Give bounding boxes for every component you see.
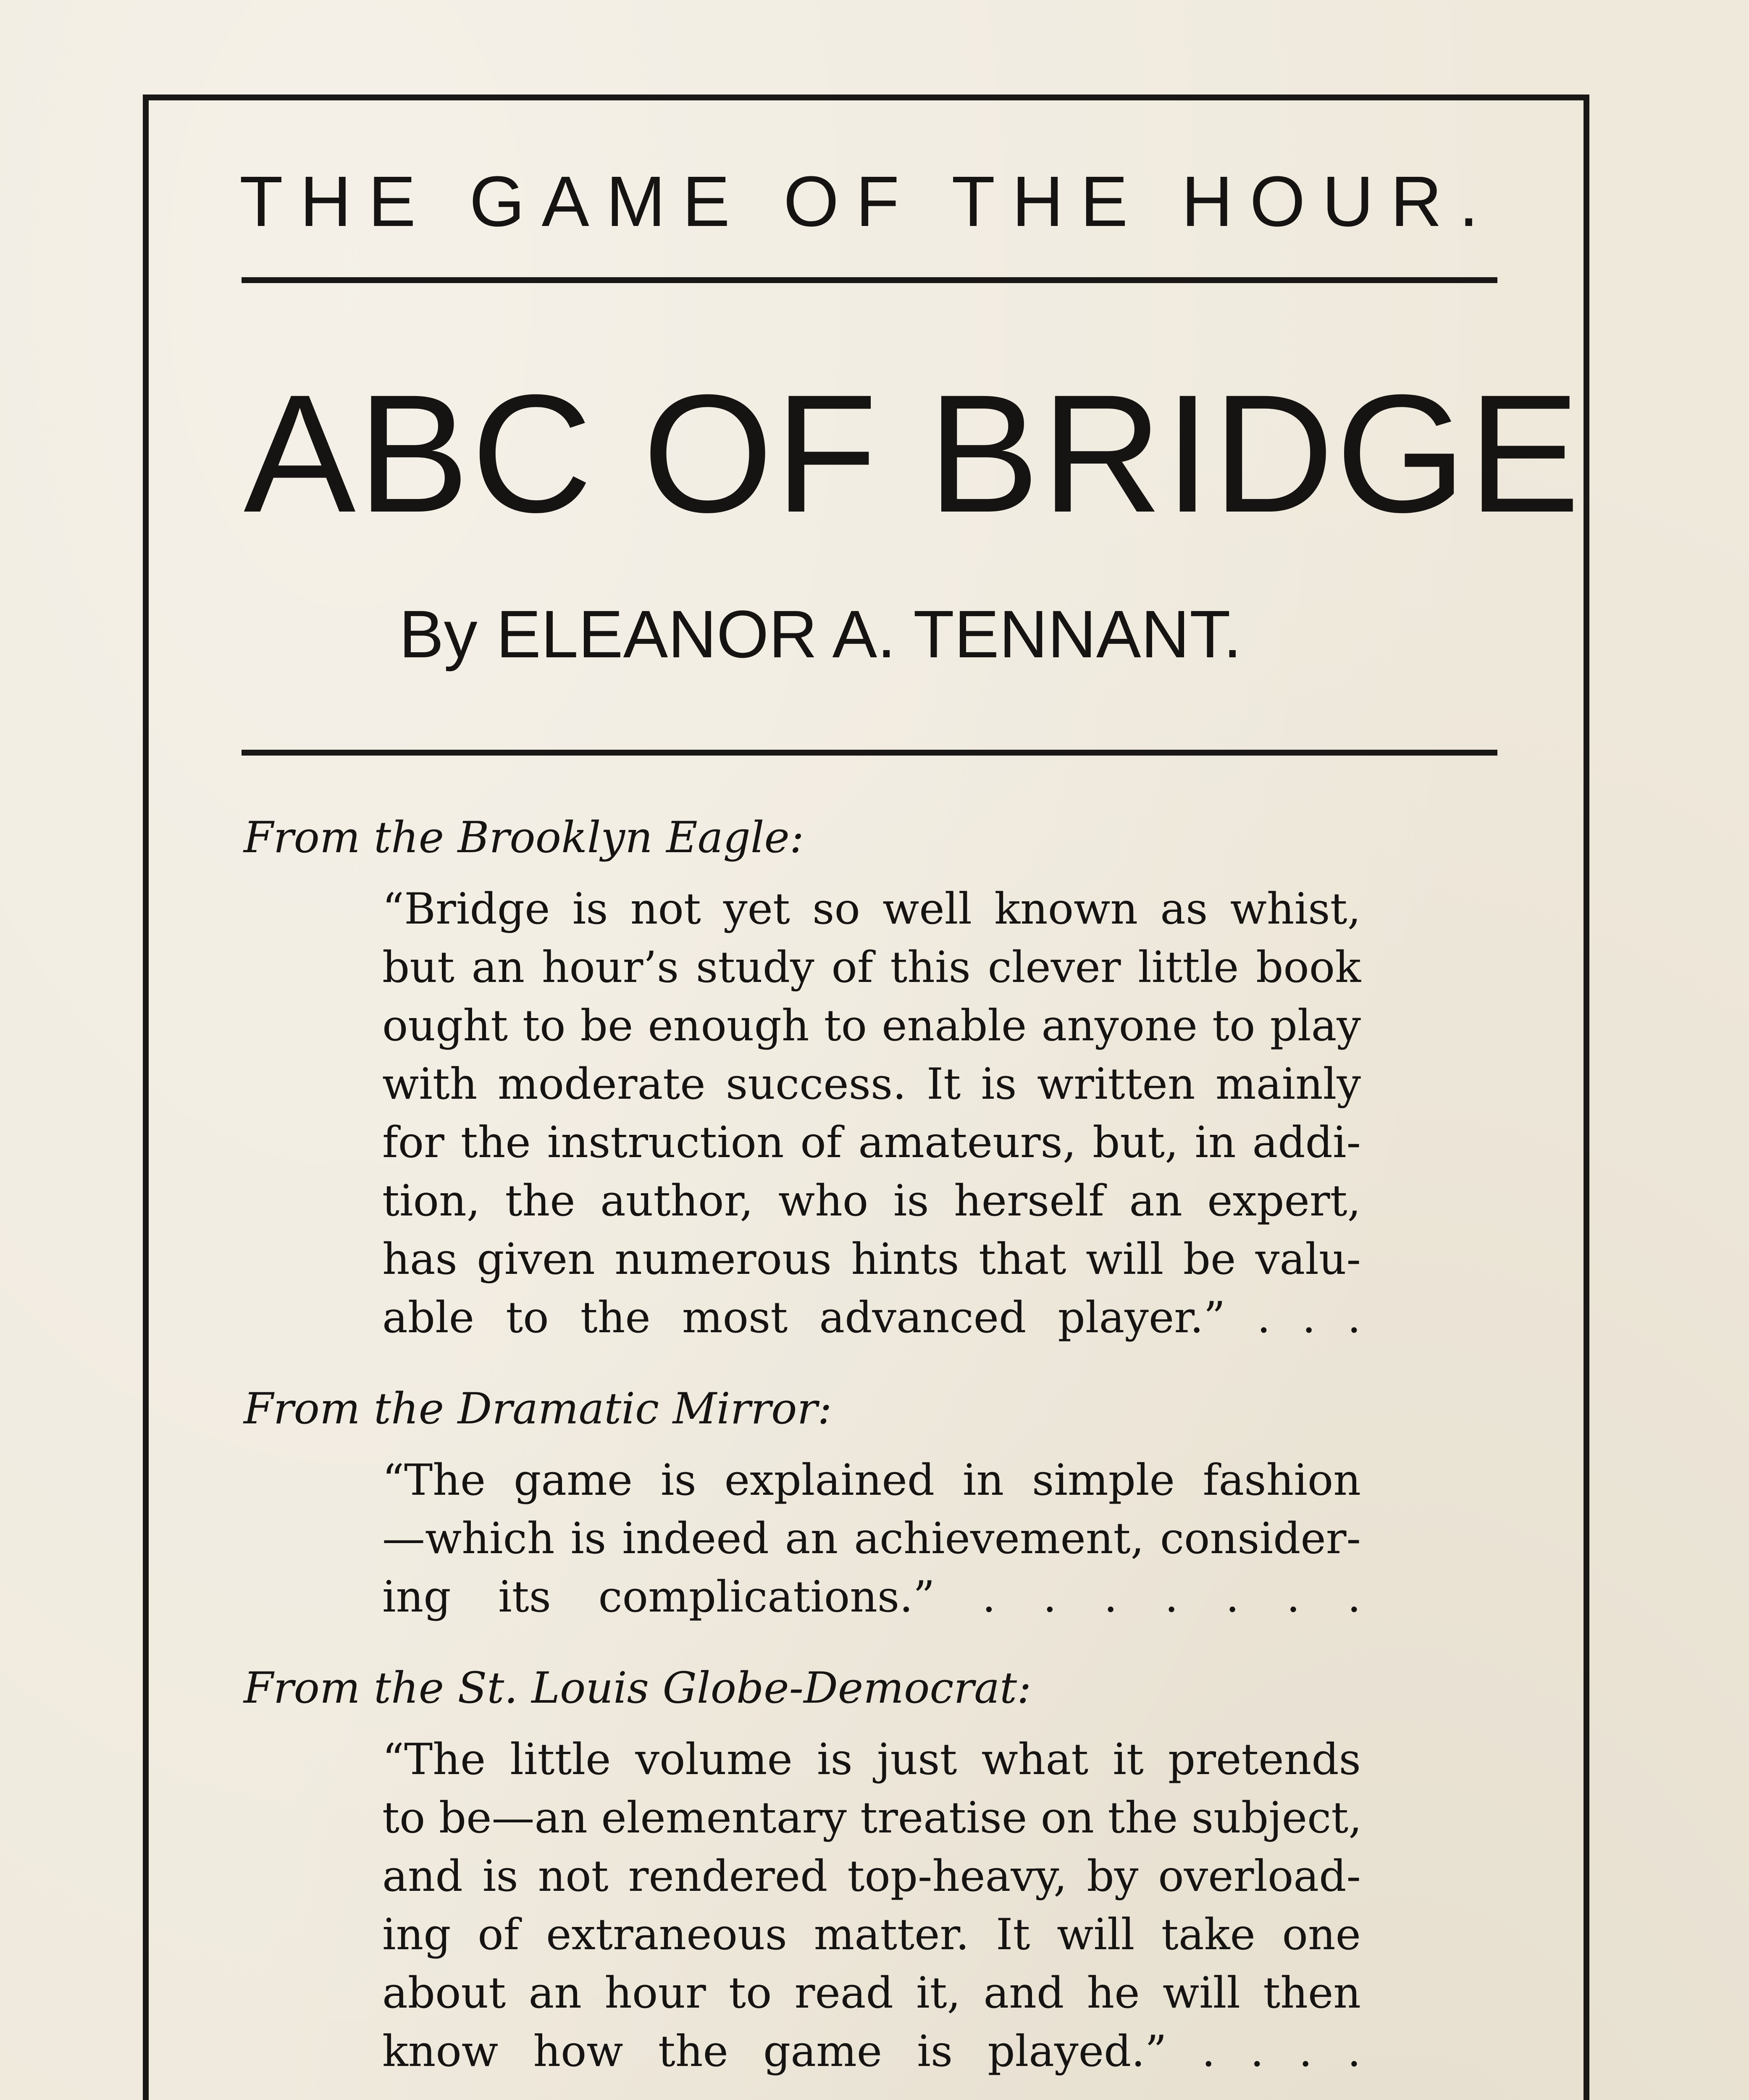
author-byline: By ELEANOR A. TENNANT. bbox=[399, 596, 1242, 672]
quote-line: know how the game is played.” . . . . bbox=[382, 2026, 1361, 2076]
quote-line: tion, the author, who is herself an expert, bbox=[382, 1176, 1361, 1226]
quote-line: and is not rendered top-heavy, by overload- bbox=[382, 1851, 1361, 1901]
quote-line: for the instruction of amateurs, but, in addi- bbox=[382, 1118, 1361, 1168]
quote-line: “The game is explained in simple fashion bbox=[382, 1455, 1361, 1505]
quote-line: “Bridge is not yet so well known as whist, bbox=[382, 884, 1361, 934]
review-quote-globe-democrat bbox=[382, 1730, 1361, 2081]
quote-line: able to the most advanced player.” . . . bbox=[382, 1293, 1361, 1343]
divider-middle bbox=[242, 750, 1497, 756]
quote-line: ought to be enough to enable anyone to play bbox=[382, 1001, 1361, 1051]
quote-line: ing its complications.” . . . . . . . bbox=[382, 1572, 1361, 1622]
quote-line: but an hour’s study of this clever little book bbox=[382, 942, 1361, 992]
book-title: ABC OF BRIDGE bbox=[244, 360, 1582, 547]
quote-line: has given numerous hints that will be valu- bbox=[382, 1234, 1361, 1284]
quote-line: “The little volume is just what it pretends bbox=[382, 1735, 1361, 1785]
tagline: THE GAME OF THE HOUR. bbox=[239, 162, 1496, 242]
review-quote-brooklyn-eagle bbox=[382, 880, 1361, 1347]
review-source-brooklyn-eagle: From the Brooklyn Eagle: bbox=[244, 813, 804, 863]
review-source-dramatic-mirror: From the Dramatic Mirror: bbox=[244, 1384, 832, 1434]
quote-line: ing of extraneous matter. It will take one bbox=[382, 1910, 1361, 1960]
quote-line: with moderate success. It is written mainly bbox=[382, 1059, 1361, 1109]
review-quote-dramatic-mirror bbox=[382, 1451, 1361, 1626]
divider-top bbox=[242, 277, 1497, 283]
quote-line: about an hour to read it, and he will then bbox=[382, 1968, 1361, 2018]
quote-line: to be—an elementary treatise on the subject, bbox=[382, 1793, 1362, 1843]
review-source-globe-democrat: From the St. Louis Globe-Democrat: bbox=[244, 1663, 1032, 1713]
quote-line: —which is indeed an achievement, consider- bbox=[382, 1514, 1361, 1564]
